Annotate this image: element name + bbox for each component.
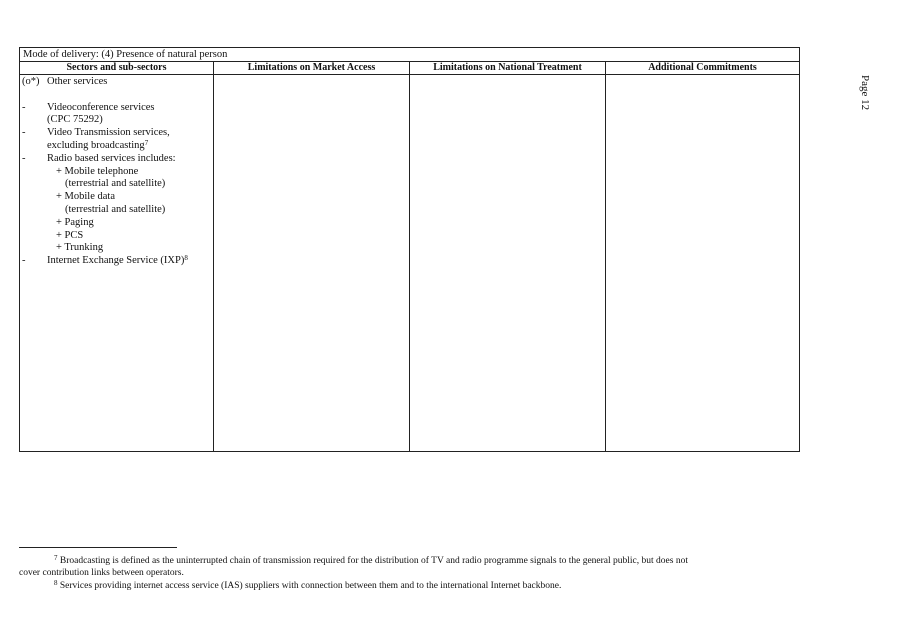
sector-title: Other services xyxy=(47,76,108,87)
sector-item xyxy=(22,166,212,179)
sector-item xyxy=(22,230,212,243)
bullet-marker: - xyxy=(22,152,26,164)
sector-item-text: + Mobile data xyxy=(56,191,115,203)
footnote-reference: 8 xyxy=(184,254,188,263)
header-sectors: Sectors and sub-sectors xyxy=(20,62,213,75)
sector-item-text: + Mobile telephone xyxy=(56,165,139,177)
footnote-7-line2: cover contribution links between operators. xyxy=(19,568,184,578)
footnote-separator xyxy=(19,547,177,548)
sector-item xyxy=(22,153,212,166)
sector-item xyxy=(22,102,212,115)
sector-item-text: (terrestrial and satellite) xyxy=(65,178,166,190)
column-divider xyxy=(605,62,606,451)
sector-item-text: + PCS xyxy=(56,229,84,241)
sector-item xyxy=(22,255,212,268)
bullet-marker: - xyxy=(22,101,26,113)
sector-item xyxy=(22,127,212,140)
column-divider xyxy=(409,62,410,451)
page-number: Page 12 xyxy=(859,75,871,111)
sector-cell xyxy=(22,76,212,268)
sector-item-text: + Paging xyxy=(56,216,94,228)
footnote-text: Services providing internet access service (IAS) suppliers with connection between them and to the international Internet backbone. xyxy=(59,581,562,591)
schedule-table xyxy=(19,47,800,452)
sector-item xyxy=(22,217,212,230)
footnote-marker: 7 xyxy=(54,554,58,562)
sector-item-text: (CPC 75292) xyxy=(47,114,103,126)
sector-item-text: Internet Exchange Service (IXP)$^8$ xyxy=(47,254,188,267)
sector-item xyxy=(22,178,212,191)
mode-of-delivery: Mode of delivery: (4) Presence of natural person xyxy=(20,48,799,62)
header-market-access: Limitations on Market Access xyxy=(214,62,409,75)
spacer xyxy=(22,89,212,102)
sector-item xyxy=(22,204,212,217)
bullet-marker: - xyxy=(22,127,26,139)
header-national-treatment: Limitations on National Treatment xyxy=(410,62,605,75)
footnote-text: Broadcasting is defined as the uninterrupted chain of transmission required for the distribution of TV and radio programme signals to the general public, but does not xyxy=(59,556,688,566)
column-divider xyxy=(213,62,214,451)
footnote-reference: 7 xyxy=(144,138,149,147)
header-additional-commitments: Additional Commitments xyxy=(606,62,799,75)
sector-item xyxy=(22,140,212,153)
sector-heading xyxy=(22,76,212,89)
footnote-7-line1 xyxy=(54,555,688,567)
sector-items-list xyxy=(22,102,212,268)
footnote-8 xyxy=(54,580,561,592)
sector-item-text: (terrestrial and satellite) xyxy=(65,203,166,215)
sector-item xyxy=(22,191,212,204)
bullet-marker: - xyxy=(22,255,26,267)
sector-item-text: Video Transmission services, xyxy=(47,127,170,139)
sector-item-text: Radio based services includes: xyxy=(47,152,176,164)
sector-item xyxy=(22,114,212,127)
sector-code: (o*) xyxy=(22,76,40,87)
footnote-marker: 8 xyxy=(54,579,58,587)
sector-item-text: excluding broadcasting$^7$ xyxy=(47,138,149,151)
sector-item-text: Videoconference services xyxy=(47,101,155,113)
sector-item-text: + Trunking xyxy=(56,242,104,254)
